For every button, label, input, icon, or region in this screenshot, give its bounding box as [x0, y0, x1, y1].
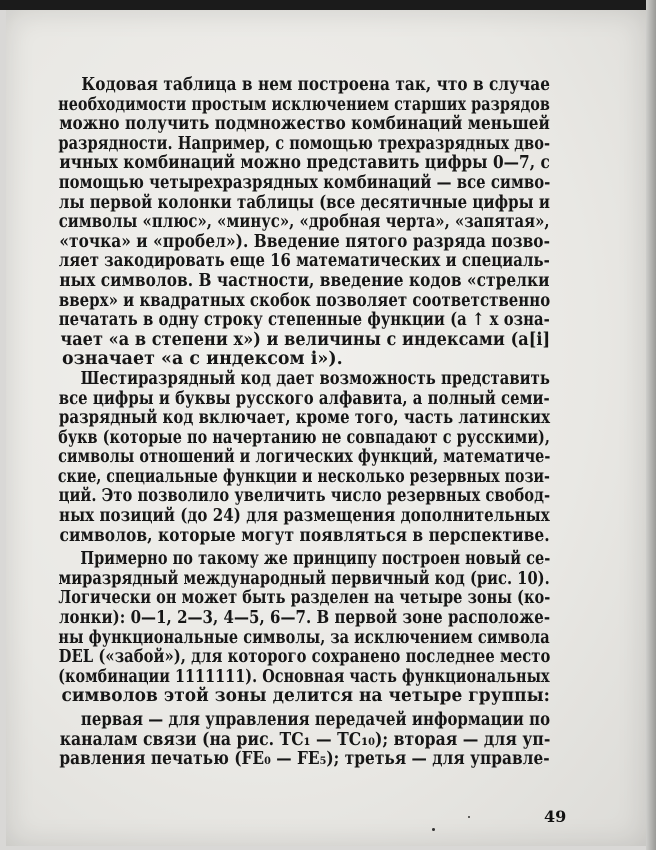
- paragraph-3: [58, 549, 572, 707]
- paragraph-1: [58, 75, 572, 370]
- text-line: DEL («забой»), для которого сохранено последнее место: [58, 647, 551, 668]
- text-line: Примерно по такому же принципу построен новый се-: [80, 549, 551, 570]
- text-line: ляет закодировать еще 16 математических и специаль-: [58, 251, 550, 272]
- text-line: означает «a с индексом i»).: [62, 349, 343, 370]
- text-line: букв (которые по начертанию не совпадают с русскими),: [58, 427, 550, 448]
- text-line: Логически он может быть разделен на четыре зоны (ко-: [58, 588, 551, 609]
- text-line: ных позиций (до 24) для размещения дополнительных: [59, 506, 550, 527]
- text-line: символы «плюс», «минус», «дробная черта», «запятая»,: [58, 212, 550, 233]
- scan-speck: [468, 816, 470, 818]
- text-line: Шестиразрядный код дает возможность представить: [80, 368, 550, 389]
- scan-right-edge: [646, 0, 656, 850]
- text-line: разрядности. Например, с помощью трехразрядных дво-: [58, 133, 551, 154]
- text-line: каналам связи (на рис. TC₁ — TC₁₀); вторая — для уп-: [59, 729, 551, 750]
- text-line: символов, которые могут появляться в перспективе.: [59, 525, 550, 546]
- text-line: (комбинации 1111111). Основная часть функциональных: [58, 666, 550, 687]
- paragraph-4: [59, 710, 572, 770]
- text-line: можно получить подмножество комбинаций меньшей: [59, 114, 550, 135]
- text-line: первая — для управления передачей информации по: [80, 710, 551, 730]
- scan-speck: [432, 828, 435, 831]
- text-line: все цифры и буквы русского алфавита, а полный семи-: [58, 388, 550, 409]
- text-line: ичных комбинаций можно представить цифры 0—7, с: [59, 153, 550, 174]
- text-line: лы первой колонки таблицы (все десятичные цифры и: [58, 192, 550, 213]
- page-number: 49: [544, 807, 567, 826]
- text-line: «точка» и «пробел»). Введение пятого разряда позво-: [59, 231, 551, 252]
- text-line: ций. Это позволило увеличить число резервных свобод-: [58, 486, 551, 507]
- text-line: печатать в одну строку степенные функции (a ↑ x озна-: [58, 310, 550, 331]
- text-line: символов этой зоны делится на четыре группы:: [61, 686, 550, 707]
- text-line: необходимости простым исключением старших разрядов: [58, 94, 550, 115]
- text-line: лонки): 0—1, 2—3, 4—5, 6—7. В первой зоне расположе-: [58, 608, 551, 629]
- text-line: ские, специальные функции и несколько резервных пози-: [57, 466, 550, 487]
- text-line: ны функциональные символы, за исключением символа: [58, 627, 550, 648]
- body-text: [57, 75, 572, 770]
- text-line: миразрядный международный первичный код (рис. 10).: [58, 568, 550, 589]
- paragraph-2: [57, 368, 572, 546]
- text-line: помощью четырехразрядных комбинаций — все симво-: [58, 172, 551, 193]
- text-line: символы отношений и логических функций, математиче-: [58, 447, 551, 468]
- text-line: чает «a в степени x») и величины с индексами (a[i]: [60, 329, 551, 350]
- text-line: ных символов. В частности, введение кодов «стрелки: [59, 270, 550, 291]
- text-line: вверх» и квадратных скобок позволяет соответственно: [58, 290, 551, 311]
- scan-top-edge: [0, 0, 656, 10]
- text-line: разрядный код включает, кроме того, часть латинских: [58, 408, 551, 429]
- text-line: Кодовая таблица в нем построена так, что в случае: [81, 75, 550, 95]
- text-line: равления печатью (FE₀ — FE₅); третья — для управле-: [59, 749, 550, 770]
